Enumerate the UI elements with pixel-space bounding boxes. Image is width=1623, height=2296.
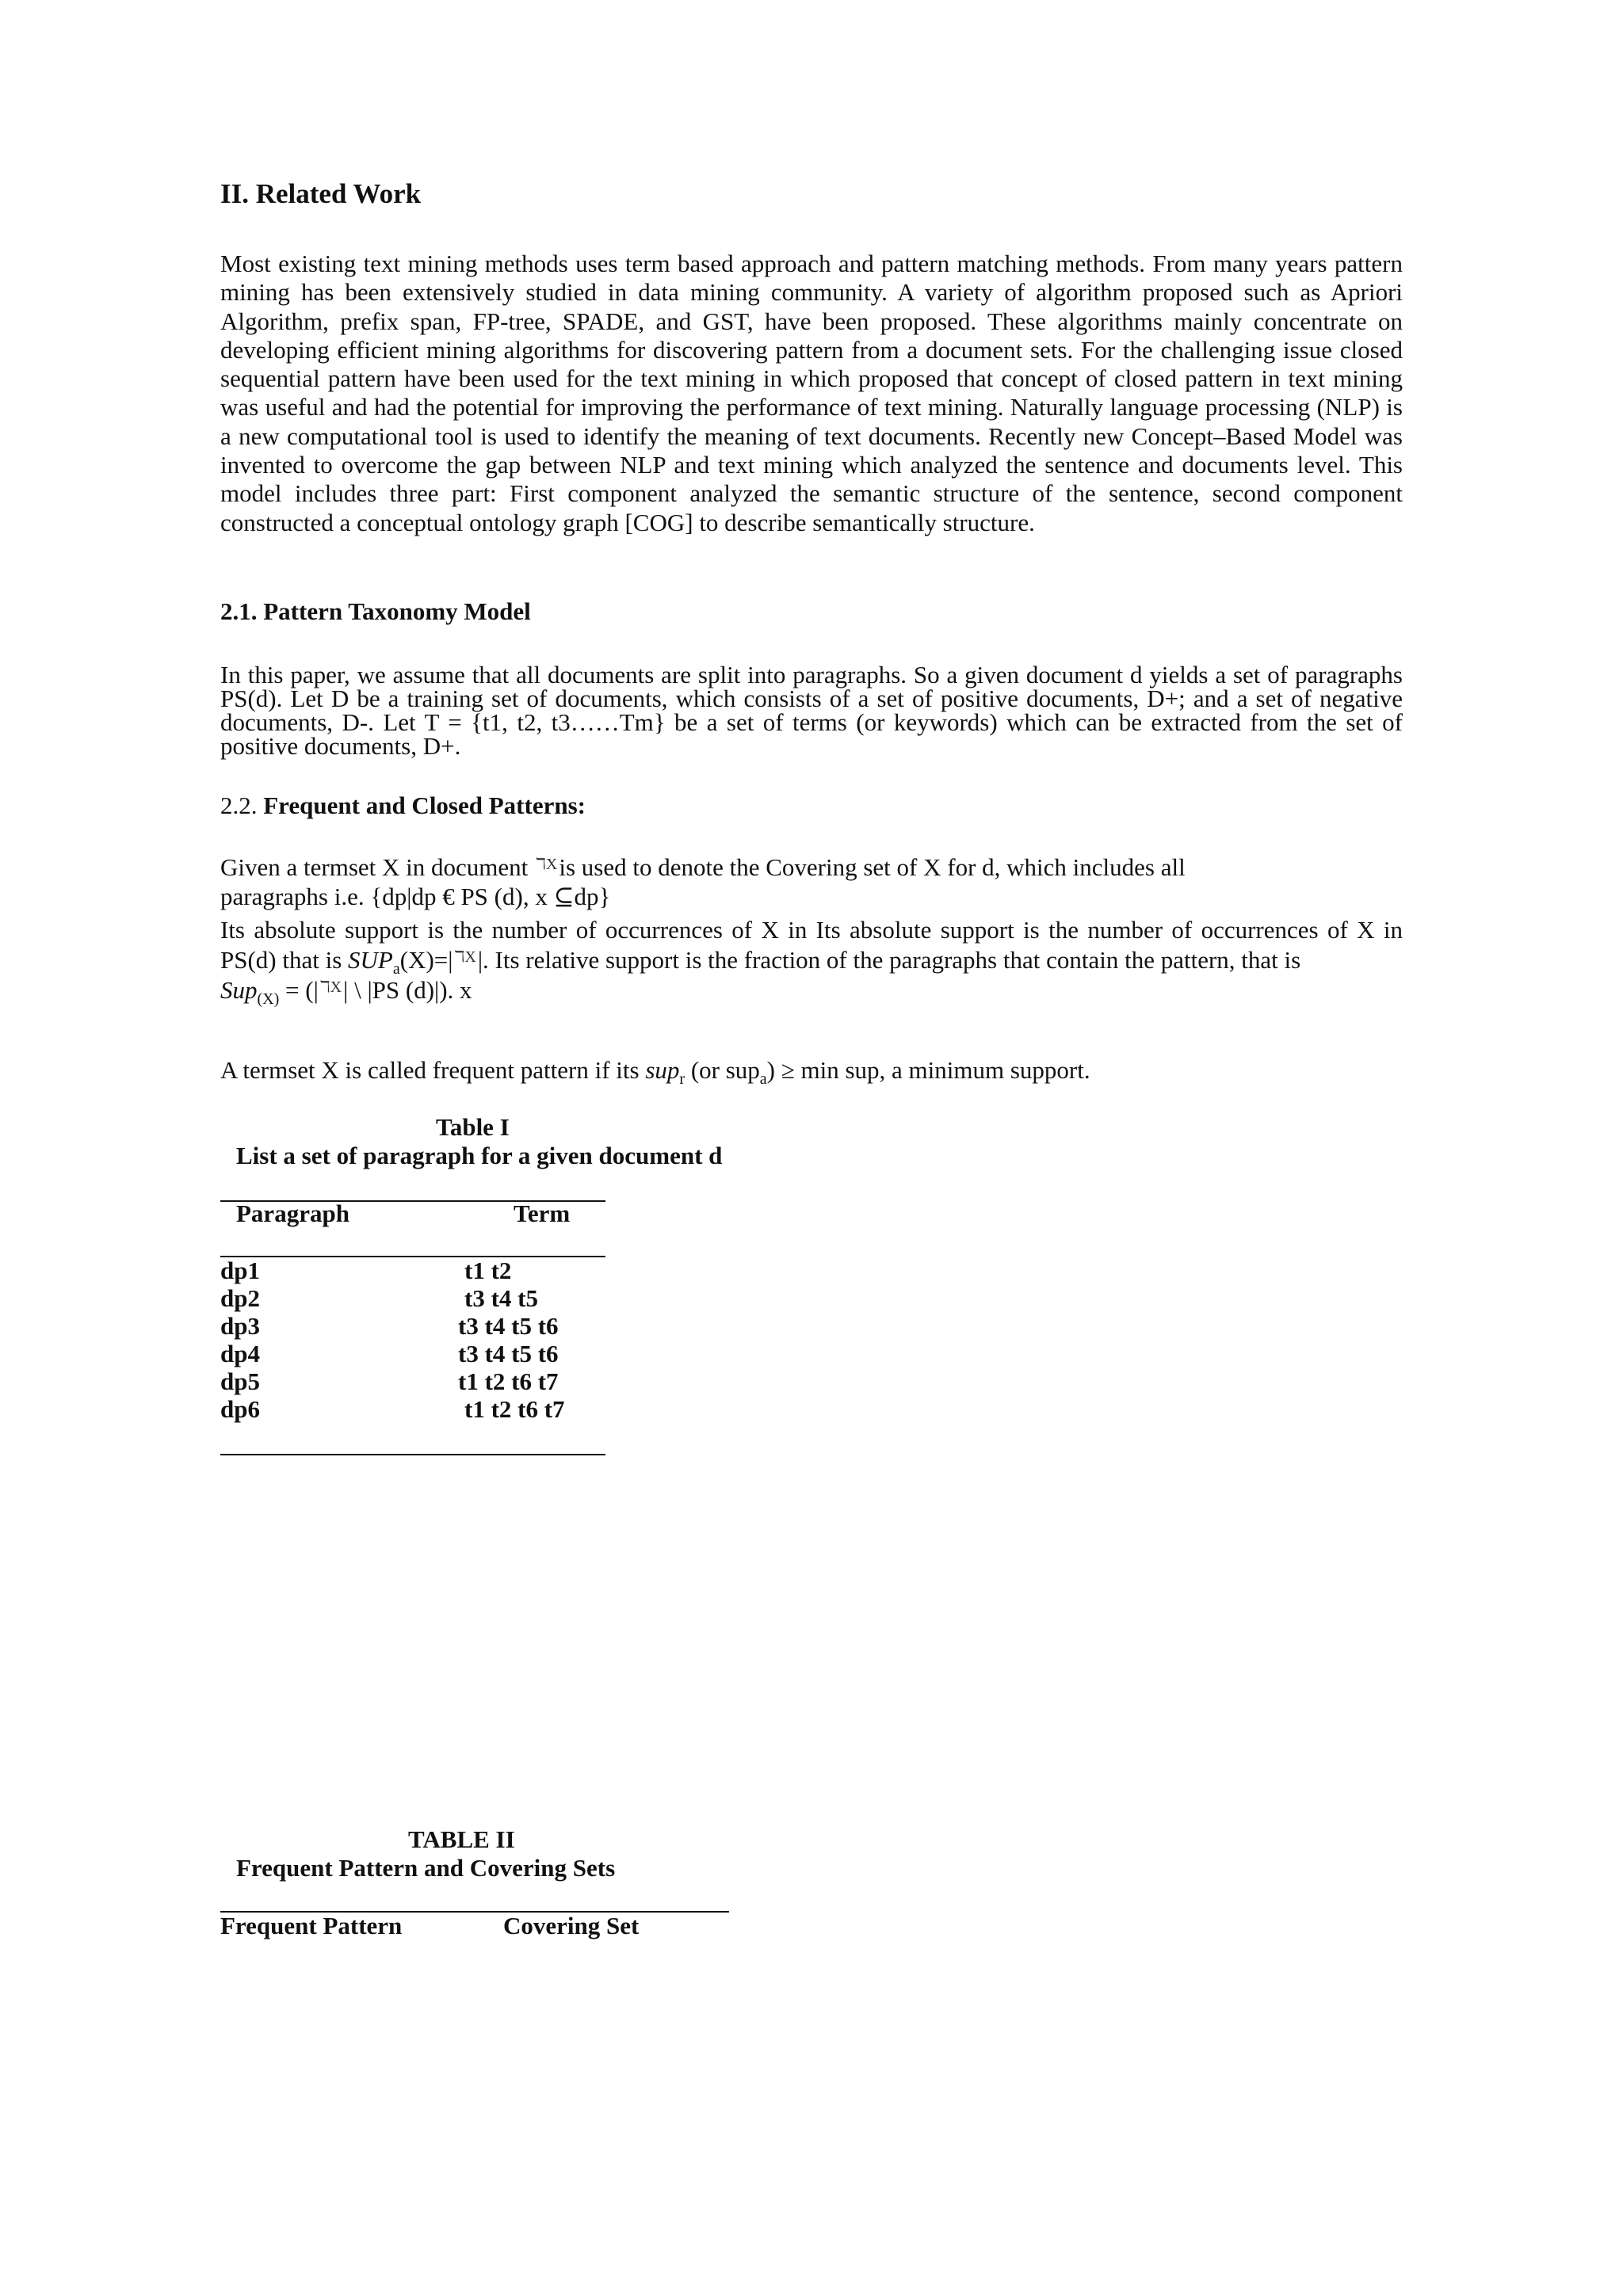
- table1-caption: List a set of paragraph for a given document d: [236, 1142, 723, 1169]
- table1-cell-term: t3 t4 t5 t6: [458, 1340, 559, 1367]
- table1-cell-paragraph: dp2: [220, 1284, 260, 1312]
- frequent-text-b: (or sup: [690, 1056, 760, 1084]
- frequent-text-a: A termset X is called frequent pattern if its: [220, 1056, 640, 1084]
- table2-header-covering-set: Covering Set: [503, 1912, 640, 1939]
- sup-a-label: SUP: [348, 946, 393, 974]
- covering-set-symbol-icon: ℸX: [536, 856, 558, 873]
- table1-cell-paragraph: dp5: [220, 1367, 260, 1395]
- table1-header-rule: [220, 1256, 605, 1257]
- covering-set-definition-line: [220, 849, 1186, 883]
- table2-label: TABLE II: [408, 1825, 515, 1853]
- subsection-heading-pattern-taxonomy: 2.1. Pattern Taxonomy Model: [220, 597, 531, 625]
- subsection-number: 2.2.: [220, 791, 258, 819]
- definition-text-a: Given a termset X in document: [220, 853, 529, 881]
- table1-cell-term: t1 t2: [464, 1257, 512, 1284]
- frequent-pattern-definition: [220, 1055, 1090, 1089]
- formula-text-a: = (|: [279, 976, 319, 1004]
- table1-cell-paragraph: dp3: [220, 1312, 260, 1340]
- support-text-c: |. Its relative support is the fraction of the paragraphs that contain the pattern, that is: [477, 946, 1301, 974]
- sup-a-subscript: a: [392, 960, 400, 978]
- table2-header-frequent-pattern: Frequent Pattern: [220, 1912, 403, 1939]
- pattern-taxonomy-paragraph: In this paper, we assume that all documents are split into paragraphs. So a given document d yields a set of paragraphs PS(d). Let D be a training set of documents, which consists of a set of positive documents, D+; and a set of negative documents, D-. Let T = {t1, t2, t3……Tm} be a set of terms (or keywords) which can be extracted from the set of positive documents, D+.: [220, 661, 1403, 760]
- table1-header-term: Term: [514, 1199, 571, 1227]
- table1-cell-term: t3 t4 t5 t6: [458, 1312, 559, 1340]
- sup-r-label: sup: [645, 1056, 680, 1084]
- table1-cell-term: t1 t2 t6 t7: [464, 1395, 565, 1423]
- related-work-paragraph: Most existing text mining methods uses term based approach and pattern matching methods. From many years pattern mining has been extensively studied in data mining community. A variety of algorithm proposed such as Apriori Algorithm, prefix span, FP-tree, SPADE, and GST, have been proposed. These algorithms mainly concentrate on developing efficient mining algorithms for discovering pattern from a document sets. For the challenging issue closed sequential pattern have been used for the text mining in which proposed that concept of closed pattern in text mining was useful and had the potential for improving the performance of text mining. Naturally language processing (NLP) is a new computational tool is used to identify the meaning of text documents. Recently new Concept–Based Model was invented to overcome the gap between NLP and text mining which analyzed the sentence and documents level. This model includes three part: First component analyzed the semantic structure of the sentence, second component constructed a conceptual ontology graph [COG] to describe semantically structure.: [220, 250, 1403, 536]
- sup-a-subscript-2: a: [759, 1070, 767, 1089]
- support-text-a: Its absolute support is the number of occurrences of X in Its absolute support is the number of occurrences of X in PS(d) that is: [220, 916, 1403, 974]
- table1-header-paragraph: Paragraph: [236, 1199, 349, 1227]
- absolute-support-paragraph: [220, 916, 1403, 1009]
- subsection-heading-frequent-closed: [220, 790, 586, 822]
- section-heading: II. Related Work: [220, 178, 422, 209]
- table1-bottom-rule: [220, 1454, 605, 1455]
- table2-caption: Frequent Pattern and Covering Sets: [236, 1854, 616, 1882]
- sup-r-subscript: r: [679, 1070, 685, 1089]
- table1-label: Table I: [436, 1113, 510, 1141]
- table1-cell-paragraph: dp4: [220, 1340, 260, 1367]
- relative-support-subscript: (X): [257, 990, 280, 1009]
- support-text-b: (X)=|: [399, 946, 453, 974]
- frequent-text-c: ) ≥ min sup, a minimum support.: [766, 1056, 1090, 1084]
- table1-cell-paragraph: dp1: [220, 1257, 260, 1284]
- covering-set-symbol-icon: ℸX: [454, 948, 476, 966]
- definition-text-b: is used to denote the Covering set of X for d, which includes all: [559, 853, 1186, 881]
- subsection-title: Frequent and Closed Patterns:: [263, 791, 586, 819]
- relative-support-label: Sup: [220, 976, 258, 1004]
- table1-cell-term: t1 t2 t6 t7: [458, 1367, 559, 1395]
- table1-cell-paragraph: dp6: [220, 1395, 260, 1423]
- covering-set-symbol-icon: ℸX: [319, 978, 342, 996]
- formula-text-b: | \ |PS (d)|). x: [343, 976, 472, 1004]
- paragraphs-set-notation: paragraphs i.e. {dp|dp € PS (d), x ⊆dp}: [220, 883, 611, 910]
- table1-cell-term: t3 t4 t5: [464, 1284, 538, 1312]
